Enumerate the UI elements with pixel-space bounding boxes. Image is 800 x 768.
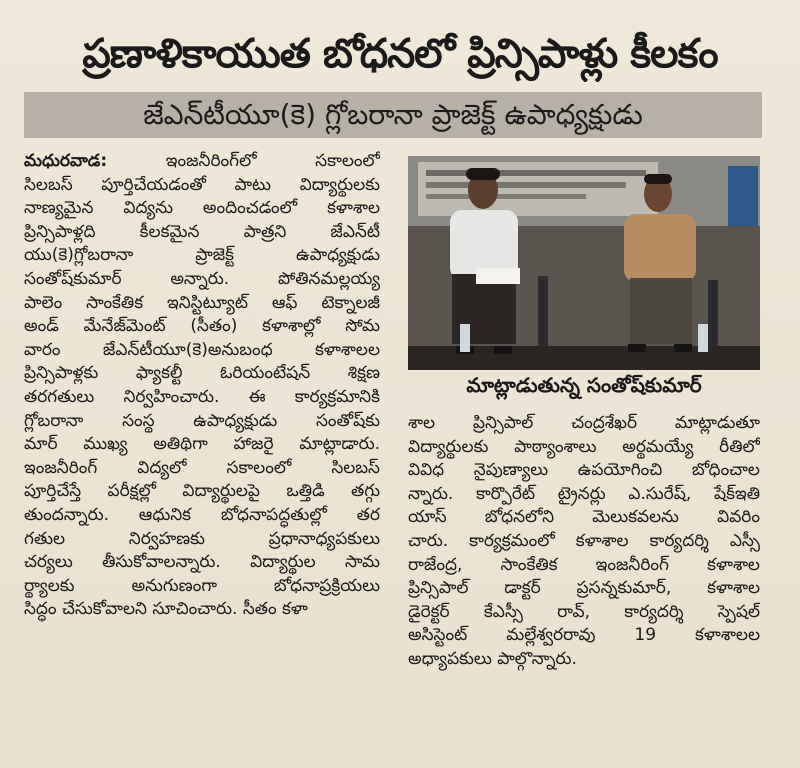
text-line: ప్రిన్సిపాళ్లది కీలకమైన పాత్రని జేఎన్‌టీ: [24, 221, 380, 242]
text-line: సంతోష్‌కుమార్ అన్నారు. పోతినమల్లయ్య: [24, 268, 380, 289]
text-line: అధ్యాపకులు పాల్గొన్నారు.: [408, 648, 577, 669]
text-line: గతుల నిర్వహణకు ప్రధానాధ్యపకులు: [24, 528, 380, 549]
right-column: [408, 412, 760, 672]
left-column: [24, 150, 380, 622]
text-line: ప్రిన్సిపాళ్లకు ఫ్యాకల్టీ ఓరియంటేషన్ శిక్షణ: [24, 363, 380, 384]
text-line-content: ఇంజనీరింగ్‌లో సకాలంలో: [165, 151, 380, 171]
headline: ప్రణాళికాయుత బోధనలో ప్రిన్సిపాళ్లు కీలకం: [82, 31, 718, 77]
text-line: ర్థ్యాలకు అనుగుణంగా బోధనాప్రక్రియలు: [24, 575, 380, 596]
text-line: చారు. కార్యక్రమంలో కళాశాల కార్యదర్శి ఎస్సీ: [408, 530, 760, 551]
text-line: చర్యలు తీసుకోవాలన్నారు. విద్యార్థుల సామ: [24, 552, 380, 573]
text-line: [24, 150, 380, 174]
text-line: తుందన్నారు. ఆధునిక బోధనాపద్ధతుల్లో తర: [24, 504, 380, 525]
text-line: పూర్తిచేస్తే పరీక్షల్లో విద్యార్థులపై ఒత్తిడి తగ్గు: [24, 481, 380, 502]
text-line: మార్ ముఖ్య అతిథిగా హాజరై మాట్లాడారు.: [24, 434, 380, 455]
text-line: డైరెక్టర్ కేఎస్సీ రావ్, కార్యదర్శి స్పెషల్: [408, 601, 760, 622]
text-line: అసిస్టెంట్ మల్లేశ్వరరావు 19 కళాశాలల: [408, 625, 760, 646]
text-line: గ్లోబరానా సంస్థ ఉపాధ్యక్షుడు సంతోష్‌కు: [24, 410, 380, 431]
photo-caption: మాట్లాడుతున్న సంతోష్‌కుమార్: [466, 373, 702, 397]
text-line: నాణ్యమైన విద్యను అందించడంలో కళాశాల: [24, 198, 380, 219]
photo-illustration: [408, 156, 760, 370]
text-line: తరగతులు నిర్వహించారు. ఈ కార్యక్రమానికి: [24, 386, 380, 407]
text-line: శాల ప్రిన్సిపాల్ చంద్రశేఖర్ మాట్లాడుతూ: [408, 413, 760, 433]
text-line: సిద్ధం చేసుకోవాలని సూచించారు. సీతం కళా: [24, 599, 308, 620]
text-line: న్నారు. కార్పొరేట్ ట్రైనర్లు ఎ.సురేష్, షేక్ఇతి: [408, 483, 760, 504]
news-photo: [408, 156, 760, 370]
text-line: వివిధ నైపుణ్యాలు ఉపయోగించి బోధించాల: [408, 460, 760, 481]
text-line: విద్యార్థులకు పాఠ్యాంశాలు అర్థమయ్యే రీతిలో: [408, 436, 760, 457]
text-line: వారం జేఎన్‌టీయూ(కె)అనుబంధ కళాశాలల: [24, 339, 380, 360]
text-line: యాస్ బోధనలోని మెలుకవలను వివరిం: [408, 507, 760, 528]
text-line: యు(కె)గ్లోబరానా ప్రాజెక్ట్ ఉపాధ్యక్షుడు: [24, 245, 380, 266]
subheadline: జేఎన్‌టీయూ(కె) గ్లోబరానా ప్రాజెక్ట్ ఉపాధ్యక్షుడు: [143, 98, 643, 131]
text-line: రాజేంద్ర, సాంకేతిక ఇంజనీరింగ్ కళాశాల: [408, 554, 760, 575]
subheadline-band: [24, 92, 762, 138]
text-line: పాలెం సాంకేతిక ఇనిస్టిట్యూట్ ఆఫ్ టెక్నాలజీ: [24, 292, 380, 313]
text-line: సిలబస్ పూర్తిచేయడంతో పాటు విద్యార్థులకు: [24, 174, 380, 195]
text-line: ప్రిన్సిపాల్ డాక్టర్ ప్రసన్నకుమార్, కళాశాల: [408, 578, 760, 599]
text-line: అండ్ మేనేజ్‌మెంట్ (సీతం) కళాశాల్లో సోమ: [24, 316, 380, 337]
text-line: ఇంజనీరింగ్ విద్యలో సకాలంలో సిలబస్: [24, 457, 380, 478]
dateline: మధురవాడ:: [24, 151, 108, 171]
